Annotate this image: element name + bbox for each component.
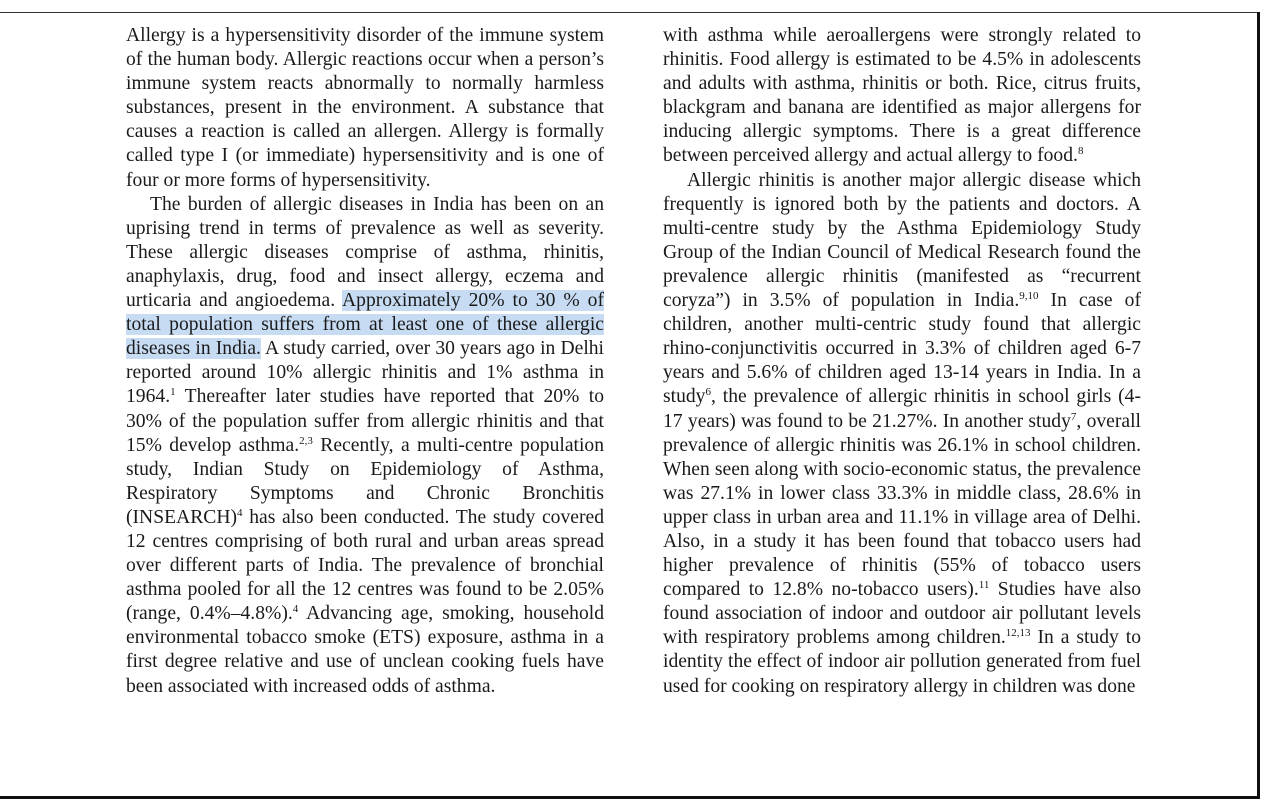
paragraph-text: with asthma while aeroallergens were strongly related to rhinitis. Food allergy is estimated to be 4.5% in adolescents and adults with asthma, rhinitis or both. Rice, citrus fruits, blackgram and banana are identified as major allergens for inducing allergic symptoms. There is a great difference between perceived allergy and actual allergy to food.	[663, 25, 1141, 167]
citation-ref: 11	[978, 579, 990, 592]
paragraph-text: Advancing age, smoking, household environmental tobacco smoke (ETS) exposure, asthma in a first degree relative and use of unclean cooking fuels have been associated with increased odds of asthma.	[126, 603, 605, 697]
paragraph-text: Studies have also found association of indoor and outdoor air pollutant levels with respiratory problems among children.	[663, 579, 1141, 649]
citation-ref: 4	[292, 603, 299, 616]
paragraph-text: Thereafter later studies have reported that 20% to 30% of the population suffer from allergic rhinitis and that 15% develop asthma.	[126, 386, 604, 456]
citation-ref: 6	[705, 386, 711, 399]
citation-ref: 7	[1070, 410, 1077, 423]
paragraph-text: Allergic rhinitis is another major allergic disease which frequently is ignored both by the patients and doctors. A multi-centre study by the Asthma Epidemiology Study Group of the Indian Council of Medical Research found the prevalence allergic rhinitis (manifested as “recurrent coryza”) in 3.5% of population in India.	[663, 169, 1141, 312]
selected-text-highlight[interactable]: Approximately 20% to 30 % of total population suffers from at least one of these allergic diseases in India.	[126, 290, 604, 360]
citation-ref: 9,10	[1019, 290, 1039, 303]
paragraph-text: The burden of allergic diseases in India has been on an uprising trend in terms of prevalence as well as severity. These allergic diseases comprise of asthma, rhinitis, anaphylaxis, drug, food and insect allergy, eczema and urticaria and angioedema.	[126, 193, 604, 312]
paragraph-text: , overall prevalence of allergic rhinitis was 26.1% in school children. When seen along with socio-economic status, the prevalence was 27.1% in lower class 33.3% in middle class, 28.6% in upper class in urban area and 11.1% in village area of Delhi. Also, in a study it has been found that tobacco users had higher prevalence of rhinitis (55% of tobacco users compared to 12.8% no-tobacco users).	[663, 410, 1141, 601]
citation-ref: 4	[237, 506, 243, 519]
citation-ref: 1	[170, 386, 176, 399]
paragraph-text: Allergy is a hypersensitivity disorder of the immune system of the human body. Allergic reactions occur when a person’s immune system reacts abnormally to normally harmless substances, present in the environment. A substance that causes a reaction is called an allergen. Allergy is formally called type I (or immediate) hypersensitivity and is one of four or more forms of hypersensitivity.	[126, 25, 604, 191]
citation-ref: 12,13	[1005, 627, 1031, 640]
left-column	[126, 24, 604, 699]
paragraph-text: Recently, a multi-centre population study, Indian Study on Epidemiology of Asthma, Respiratory Symptoms and Chronic Bronchitis (INSEARCH)	[126, 434, 604, 528]
page-right-edge	[1257, 12, 1260, 798]
citation-ref: 8	[1077, 145, 1084, 158]
paragraph-burden-india	[126, 193, 604, 699]
right-column	[663, 24, 1141, 699]
paragraph-text: In case of children, another multi-centric study found that allergic rhino-conjunctivitis occurred in 3.3% of children aged 6-7 years and 5.6% of children aged 13-14 years in India. In a study	[663, 290, 1141, 408]
paragraph-text: A study carried, over 30 years ago in Delhi reported around 10% allergic rhinitis and 1% asthma in 1964.	[126, 338, 605, 408]
paragraph-allergy-definition	[126, 24, 604, 193]
page-top-edge	[0, 12, 1260, 13]
paragraph-food-allergy	[663, 24, 1141, 169]
citation-ref: 2,3	[299, 434, 313, 447]
page-bottom-edge	[0, 796, 1260, 799]
paragraph-allergic-rhinitis	[663, 169, 1141, 699]
paragraph-text: , the prevalence of allergic rhinitis in school girls (4-17 years) was found to be 21.27%. In another study	[663, 386, 1141, 432]
paragraph-text: In a study to identity the effect of indoor air pollution generated from fuel used for cooking on respiratory allergy in children was done	[663, 627, 1141, 697]
paragraph-text: has also been conducted. The study covered 12 centres comprising of both rural and urban areas spread over different parts of India. The prevalence of bronchial asthma pooled for all the 12 centres was found to be 2.05% (range, 0.4%–4.8%).	[126, 506, 604, 625]
